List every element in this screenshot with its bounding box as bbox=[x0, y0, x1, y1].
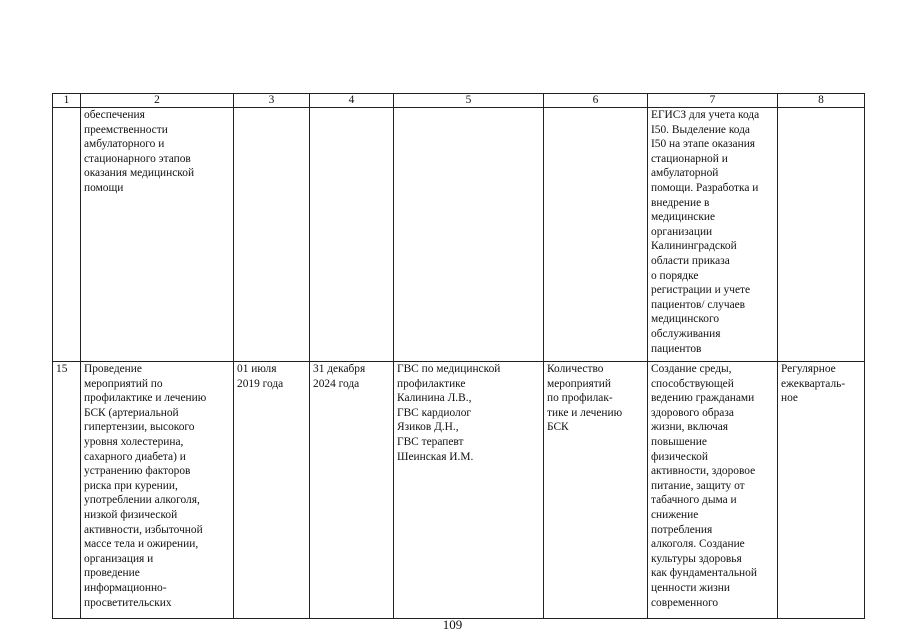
column-number-row bbox=[53, 94, 865, 108]
column-number-header: 2 bbox=[81, 94, 234, 108]
column-number-header: 6 bbox=[544, 94, 648, 108]
plan-table bbox=[52, 93, 865, 619]
indicator-cell: Количество мероприятий по профилак- тике и лечению БСК bbox=[544, 362, 648, 619]
indicator-cell bbox=[544, 108, 648, 362]
row-number-cell bbox=[53, 108, 81, 362]
responsible-cell: ГВС по медицинской профилактике Калинина Л.В., ГВС кардиолог Язиков Д.Н., ГВС терапевт Шеинская И.М. bbox=[394, 362, 544, 619]
activity-cell: обеспечения преемственности амбулаторного и стационарного этапов оказания медицинской помощи bbox=[81, 108, 234, 362]
result-cell: Создание среды, способствующей ведению гражданами здорового образа жизни, включая повышение физической активности, здоровое питание, защиту от табачного дыма и снижение потребления алкоголя. Создание культуры здоровья как фундаментальной ценности жизни современного bbox=[648, 362, 778, 619]
column-number-header: 4 bbox=[310, 94, 394, 108]
row-number-cell: 15 bbox=[53, 362, 81, 619]
column-number-header: 5 bbox=[394, 94, 544, 108]
result-cell: ЕГИСЗ для учета кода I50. Выделение кода I50 на этапе оказания стационарной и амбулаторной помощи. Разработка и внедрение в медицинские организации Калининградской области приказа о порядке регистрации и учете пациентов/ случаев медицинского обслуживания пациентов bbox=[648, 108, 778, 362]
table-row-continued bbox=[53, 108, 865, 362]
column-number-header: 8 bbox=[778, 94, 865, 108]
column-number-header: 7 bbox=[648, 94, 778, 108]
end-date-cell: 31 декабря 2024 года bbox=[310, 362, 394, 619]
table-row-15 bbox=[53, 362, 865, 619]
frequency-cell: Регулярное ежекварталь- ное bbox=[778, 362, 865, 619]
start-date-cell: 01 июля 2019 года bbox=[234, 362, 310, 619]
column-number-header: 3 bbox=[234, 94, 310, 108]
end-date-cell bbox=[310, 108, 394, 362]
activity-cell: Проведение мероприятий по профилактике и лечению БСК (артериальной гипертензии, высокого уровня холестерина, сахарного диабета) и устранению факторов риска при курении, употреблении алкоголя, низкой физической активности, избыточной массе тела и ожирении, организация и проведение информационно- просветительских bbox=[81, 362, 234, 619]
start-date-cell bbox=[234, 108, 310, 362]
frequency-cell bbox=[778, 108, 865, 362]
page-number: 109 bbox=[442, 617, 463, 632]
column-number-header: 1 bbox=[53, 94, 81, 108]
responsible-cell bbox=[394, 108, 544, 362]
